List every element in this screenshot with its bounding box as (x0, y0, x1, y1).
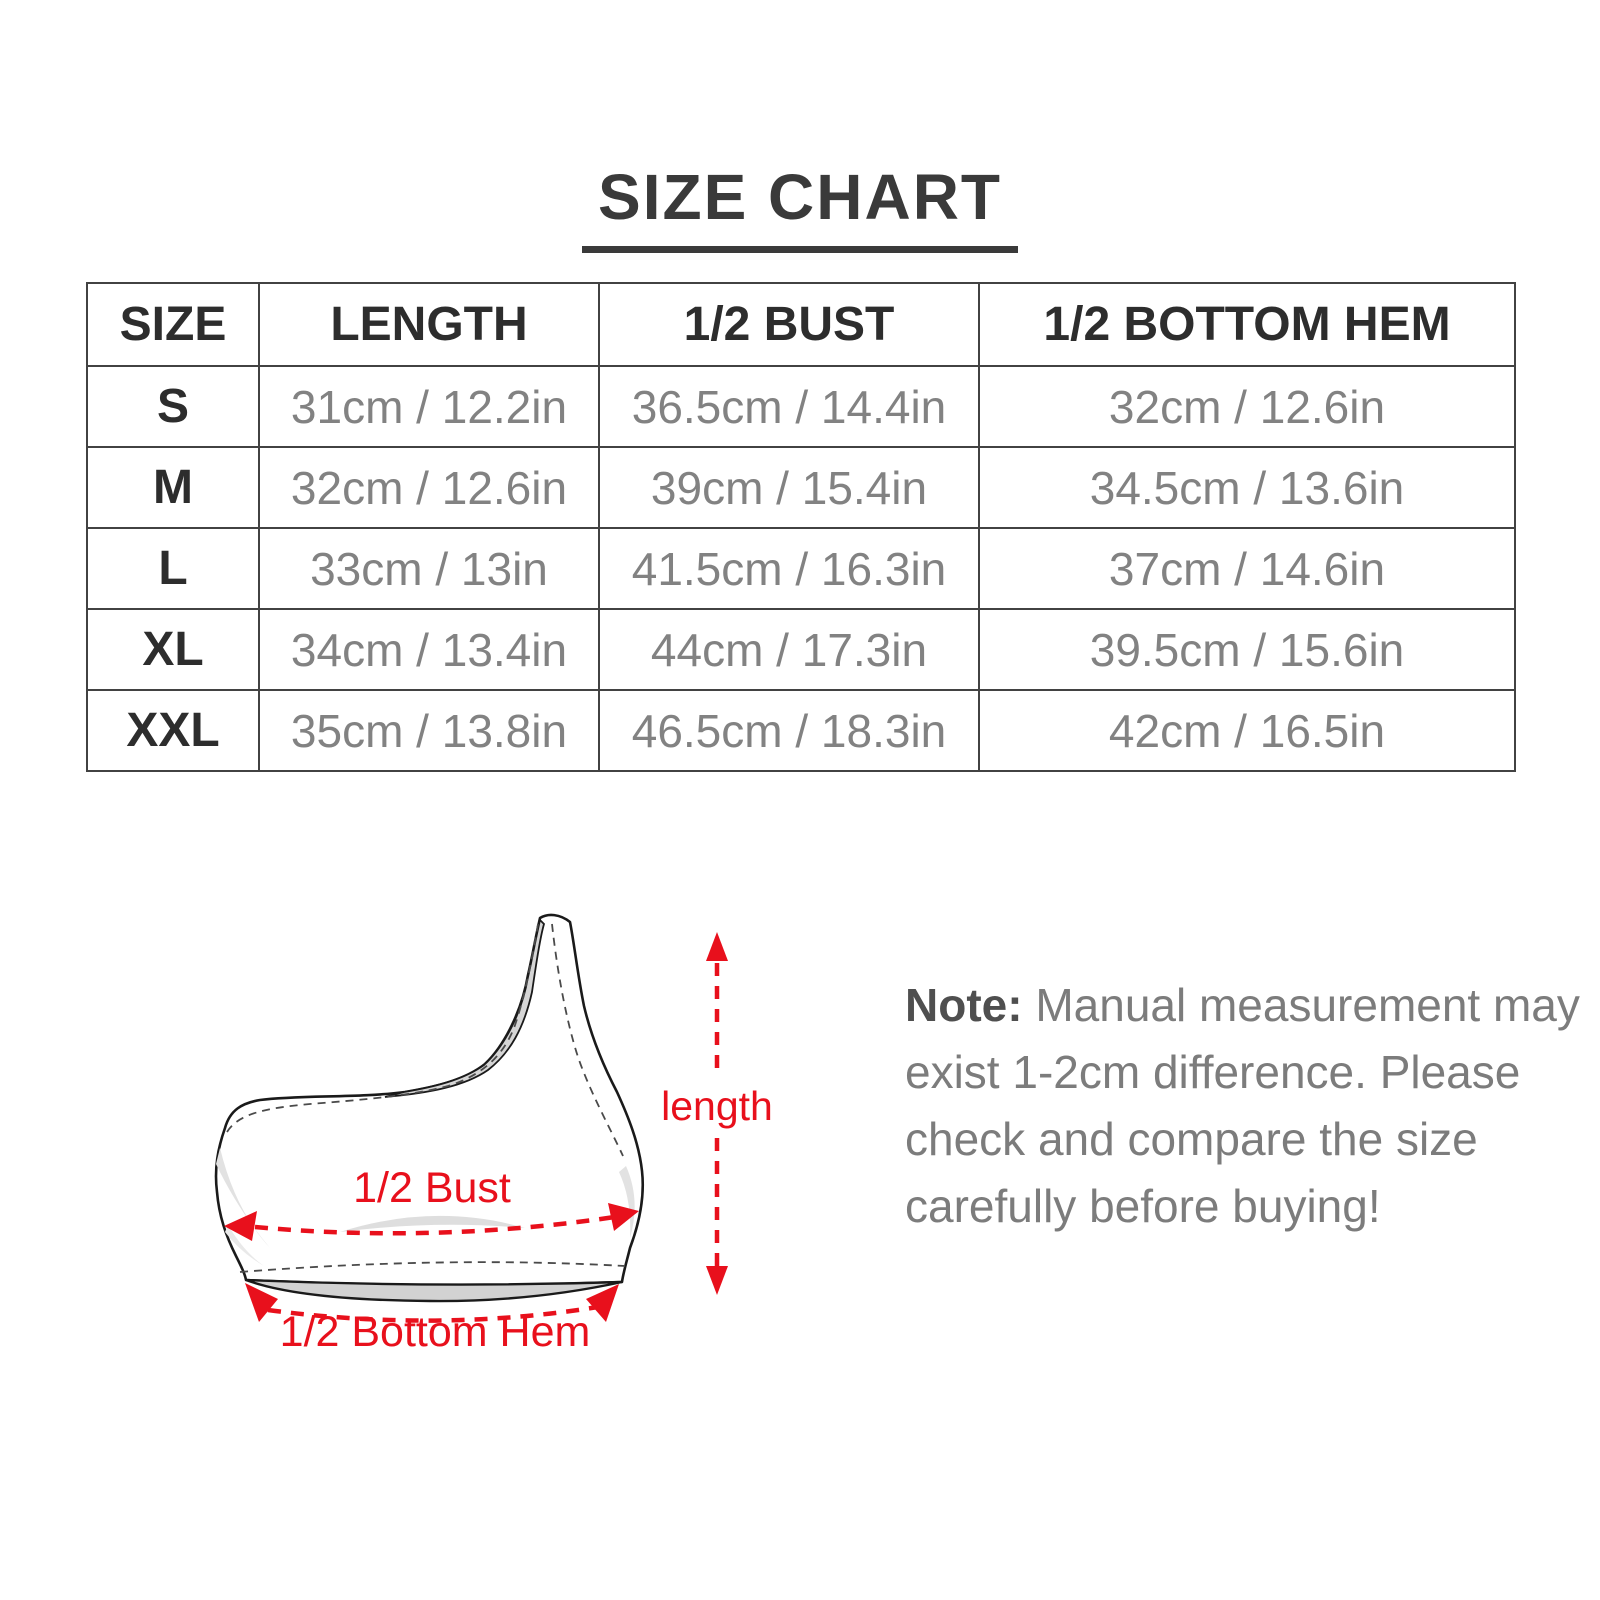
hem-value: 32cm / 12.6in (979, 366, 1515, 447)
size-label: L (87, 528, 259, 609)
bust-value: 36.5cm / 14.4in (599, 366, 979, 447)
length-value: 33cm / 13in (259, 528, 599, 609)
table-row (87, 447, 1515, 528)
table-row (87, 366, 1515, 447)
size-label: S (87, 366, 259, 447)
bust-value: 41.5cm / 16.3in (599, 528, 979, 609)
note-line: exist 1-2cm difference. Please (905, 1046, 1521, 1098)
bust-value: 44cm / 17.3in (599, 609, 979, 690)
hem-value: 34.5cm / 13.6in (979, 447, 1515, 528)
note-label: Note: (905, 979, 1023, 1031)
note-line (905, 972, 1580, 1039)
garment-measurement-diagram (180, 880, 800, 1380)
length-label: length (661, 1083, 773, 1129)
measurement-note (905, 972, 1580, 1240)
bust-value: 39cm / 15.4in (599, 447, 979, 528)
col-header-length: LENGTH (259, 283, 599, 366)
table-row (87, 609, 1515, 690)
hem-value: 42cm / 16.5in (979, 690, 1515, 771)
col-header-size: SIZE (87, 283, 259, 366)
col-header-bust: 1/2 BUST (599, 283, 979, 366)
note-line: carefully before buying! (905, 1180, 1381, 1232)
col-header-bottom-hem: 1/2 BOTTOM HEM (979, 283, 1515, 366)
size-table (86, 282, 1516, 772)
note-text: Manual measurement may (1035, 979, 1580, 1031)
table-row (87, 528, 1515, 609)
note-line: check and compare the size (905, 1113, 1478, 1165)
size-label: XXL (87, 690, 259, 771)
hem-value: 39.5cm / 15.6in (979, 609, 1515, 690)
size-label: XL (87, 609, 259, 690)
length-value: 31cm / 12.2in (259, 366, 599, 447)
hem-value: 37cm / 14.6in (979, 528, 1515, 609)
length-value: 34cm / 13.4in (259, 609, 599, 690)
bust-label: 1/2 Bust (353, 1164, 511, 1212)
length-value: 35cm / 13.8in (259, 690, 599, 771)
bottom-hem-label: 1/2 Bottom Hem (279, 1308, 591, 1356)
table-header-row (87, 283, 1515, 366)
page-title-text: SIZE CHART (582, 160, 1018, 253)
length-value: 32cm / 12.6in (259, 447, 599, 528)
bust-value: 46.5cm / 18.3in (599, 690, 979, 771)
page-title (0, 160, 1600, 253)
table-row (87, 690, 1515, 771)
size-label: M (87, 447, 259, 528)
